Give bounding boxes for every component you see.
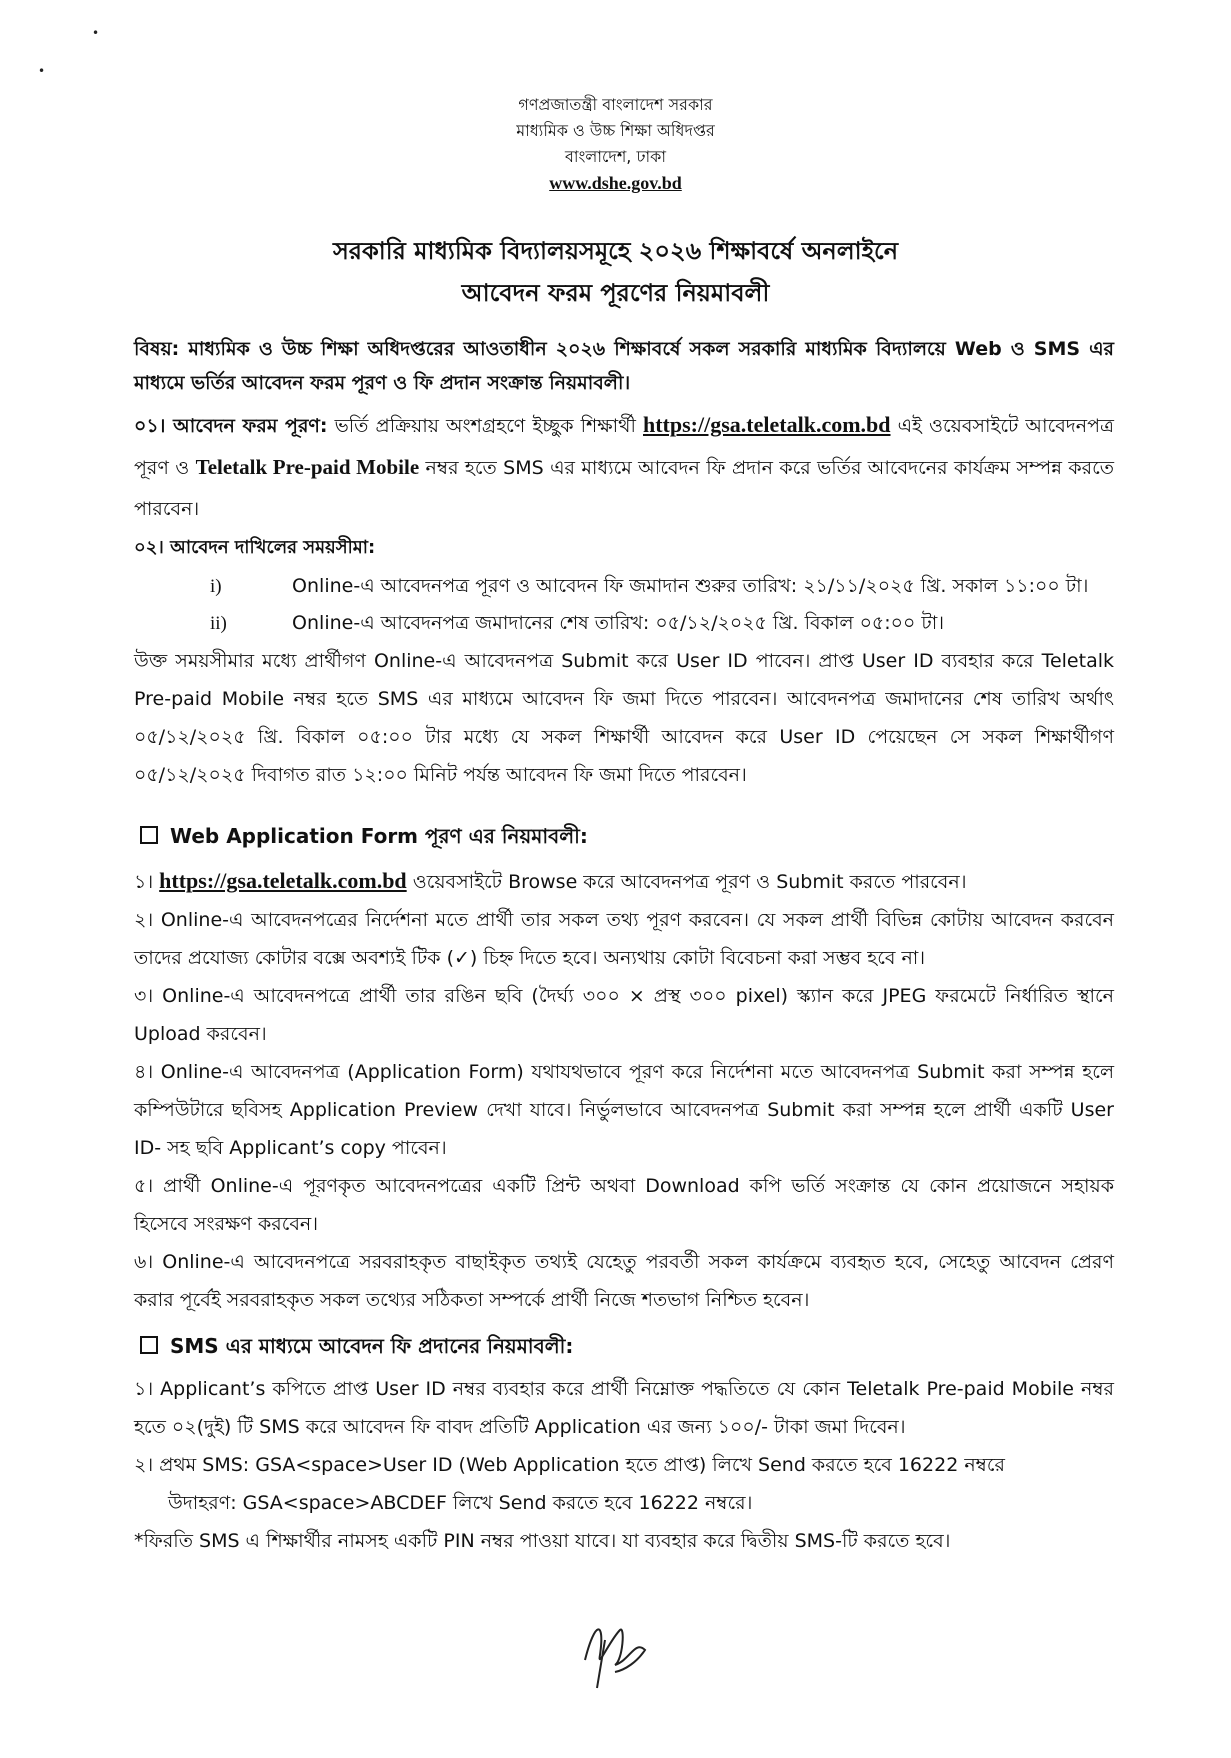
list-item: ২। Online-এ আবেদনপত্রের নির্দেশনা মতে প্রার্থী তার সকল তথ্য পূরণ করবেন। যে সকল প্রার্থী বিভিন্ন কোটায় আবেদন করবেন তাদের প্রযোজ্য কোটার বক্সে অবশ্যই টিক (✓) চিহ্ন দিতে হবে। অন্যথায় কোটা বিবেচনা করা সম্ভব হবে না। [134, 909, 1114, 969]
checkbox-icon [140, 1336, 158, 1354]
web-rules-list [134, 862, 1114, 1319]
list-item: ৪। Online-এ আবেদনপত্র (Application Form) যথাযথভাবে পূরণ করে নির্দেশনা মতে আবেদনপত্র Submit করা সম্পন্ন হলে কম্পিউটারে ছবিসহ Application Preview দেখা যাবে। নির্ভুলভাবে আবেদনপত্র Submit করা সম্পন্ন হলে প্রার্থী একটি User ID- সহ ছবি Applicant’s copy পাবেন। [134, 1061, 1114, 1159]
section-text: এই ওয়েবসাইটে আবেদনপত্র পূরণ ও [134, 415, 1114, 479]
location: বাংলাদেশ, ঢাকা [565, 147, 666, 166]
web-section-heading [140, 818, 1100, 854]
signature [575, 1600, 655, 1690]
item-text: Online-এ আবেদনপত্র জমাদানের শেষ তারিখ: ০৫/১২/২০২৫ খ্রি. বিকাল ০৫:০০ টা। [292, 612, 945, 634]
heading-text: SMS এর মাধ্যমে আবেদন ফি প্রদানের নিয়মাবলী: [170, 1334, 574, 1358]
section-heading: ০১। আবেদন ফরম পূরণ: [134, 415, 328, 437]
teletalk-link[interactable]: https://gsa.teletalk.com.bd [643, 412, 891, 437]
item-number: ১। [134, 871, 154, 893]
deadline-paragraph: উক্ত সময়সীমার মধ্যে প্রার্থীগণ Online-এ আবেদনপত্র Submit করে User ID পাবেন। প্রাপ্ত User ID ব্যবহার করে Teletalk Pre-paid Mobile নম্বর হতে SMS এর মাধ্যমে আবেদন ফি জমা দিতে পারবেন। আবেদনপত্র জমাদানের শেষ তারিখ অর্থাৎ ০৫/১২/২০২৫ খ্রি. বিকাল ০৫:০০ টার মধ্যে যে সকল শিক্ষার্থী আবেদন করে User ID পেয়েছেন সে সকল শিক্ষার্থীগণ ০৫/১২/২০২৫ দিবাগত রাত ১২:০০ মিনিট পর্যন্ত আবেদন ফি জমা দিতে পারবেন। [134, 650, 1114, 786]
sms-note: *ফিরতি SMS এ শিক্ষার্থীর নামসহ একটি PIN নম্বর পাওয়া যাবে। যা ব্যবহার করে দ্বিতীয় SMS-টি করতে হবে। [134, 1530, 951, 1552]
deadline-heading: ০২। আবেদন দাখিলের সময়সীমা: [134, 537, 376, 558]
sms-section-heading [140, 1328, 1100, 1364]
list-item: ১। Applicant’s কপিতে প্রাপ্ত User ID নম্বর ব্যবহার করে প্রার্থী নিম্নোক্ত পদ্ধতিতে যে কোন Teletalk Pre-paid Mobile নম্বর হতে ০২(দুই) টি SMS করে আবেদন ফি বাবদ প্রতিটি Application এর জন্য ১০০/- টাকা জমা দিবেন। [134, 1378, 1114, 1438]
sms-rules-list [134, 1370, 1114, 1560]
deadline-item [210, 605, 1090, 642]
scan-mark: • [38, 64, 46, 78]
title-line-1: সরকারি মাধ্যমিক বিদ্যালয়সমূহে ২০২৬ শিক্ষাবর্ষে অনলাইনে [332, 237, 899, 265]
title-line-2: আবেদন ফরম পূরণের নিয়মাবলী [461, 279, 770, 307]
letterhead [0, 92, 1231, 196]
government-name: গণপ্রজাতন্ত্রী বাংলাদেশ সরকার [518, 95, 713, 114]
teletalk-label: Teletalk Pre-paid Mobile [195, 455, 420, 479]
section-application-form [134, 404, 1114, 530]
document-title [160, 230, 1071, 314]
teletalk-link[interactable]: https://gsa.teletalk.com.bd [159, 868, 407, 893]
deadline-item [210, 568, 1090, 605]
list-item: ৫। প্রার্থী Online-এ পূরণকৃত আবেদনপত্রের একটি প্রিন্ট অথবা Download কপি ভর্তি সংক্রান্ত যে কোন প্রয়োজনে সহায়ক হিসেবে সংরক্ষণ করবেন। [134, 1175, 1114, 1235]
list-item: ৩। Online-এ আবেদনপত্রে প্রার্থী তার রঙিন ছবি (দৈর্ঘ্য ৩০০ × প্রস্থ ৩০০ pixel) স্ক্যান করে JPEG ফরমেটে নির্ধারিত স্থানে Upload করবেন। [134, 985, 1114, 1045]
item-marker: ii) [210, 613, 227, 634]
website-link[interactable]: www.dshe.gov.bd [549, 173, 682, 193]
list-item [134, 862, 1114, 901]
list-item: ৬। Online-এ আবেদনপত্রে সরবরাহকৃত বাছাইকৃত তথ্যই যেহেতু পরবর্তী সকল কার্যক্রমে ব্যবহৃত হবে, সেহেতু আবেদন প্রেরণ করার পূর্বেই সরবরাহকৃত সকল তথ্যের সঠিকতা সম্পর্কে প্রার্থী নিজে শতভাগ নিশ্চিত হবেন। [134, 1251, 1114, 1311]
item-text: Online-এ আবেদনপত্র পূরণ ও আবেদন ফি জমাদান শুরুর তারিখ: ২১/১১/২০২৫ খ্রি. সকাল ১১:০০ টা। [292, 575, 1089, 597]
scan-mark: • [92, 26, 100, 40]
section-text: ভর্তি প্রক্রিয়ায় অংশগ্রহণে ইচ্ছুক শিক্ষার্থী [334, 415, 636, 437]
item-text: ওয়েবসাইটে Browse করে আবেদনপত্র পূরণ ও Submit করতে পারবেন। [412, 871, 967, 893]
list-item-example: উদাহরণ: GSA<space>ABCDEF লিখে Send করতে হবে 16222 নম্বরে। [168, 1492, 753, 1514]
checkbox-icon [140, 826, 158, 844]
subject-paragraph: বিষয়: মাধ্যমিক ও উচ্চ শিক্ষা অধিদপ্তরের আওতাধীন ২০২৬ শিক্ষাবর্ষে সকল সরকারি মাধ্যমিক বিদ্যালয়ে Web ও SMS এর মাধ্যমে ভর্তির আবেদন ফরম পূরণ ও ফি প্রদান সংক্রান্ত নিয়মাবলী। [134, 338, 1114, 394]
section-text: নম্বর হতে SMS এর মাধ্যমে আবেদন ফি প্রদান করে ভর্তির আবেদনের কার্যক্রম সম্পন্ন করতে পারবেন। [134, 457, 1114, 520]
heading-text: Web Application Form পূরণ এর নিয়মাবলী: [170, 824, 588, 848]
directorate-name: মাধ্যমিক ও উচ্চ শিক্ষা অধিদপ্তর [516, 121, 715, 140]
item-marker: i) [210, 576, 222, 597]
list-item: ২। প্রথম SMS: GSA<space>User ID (Web Application হতে প্রাপ্ত) লিখে Send করতে হবে 16222 নম্বরে [134, 1454, 1005, 1476]
